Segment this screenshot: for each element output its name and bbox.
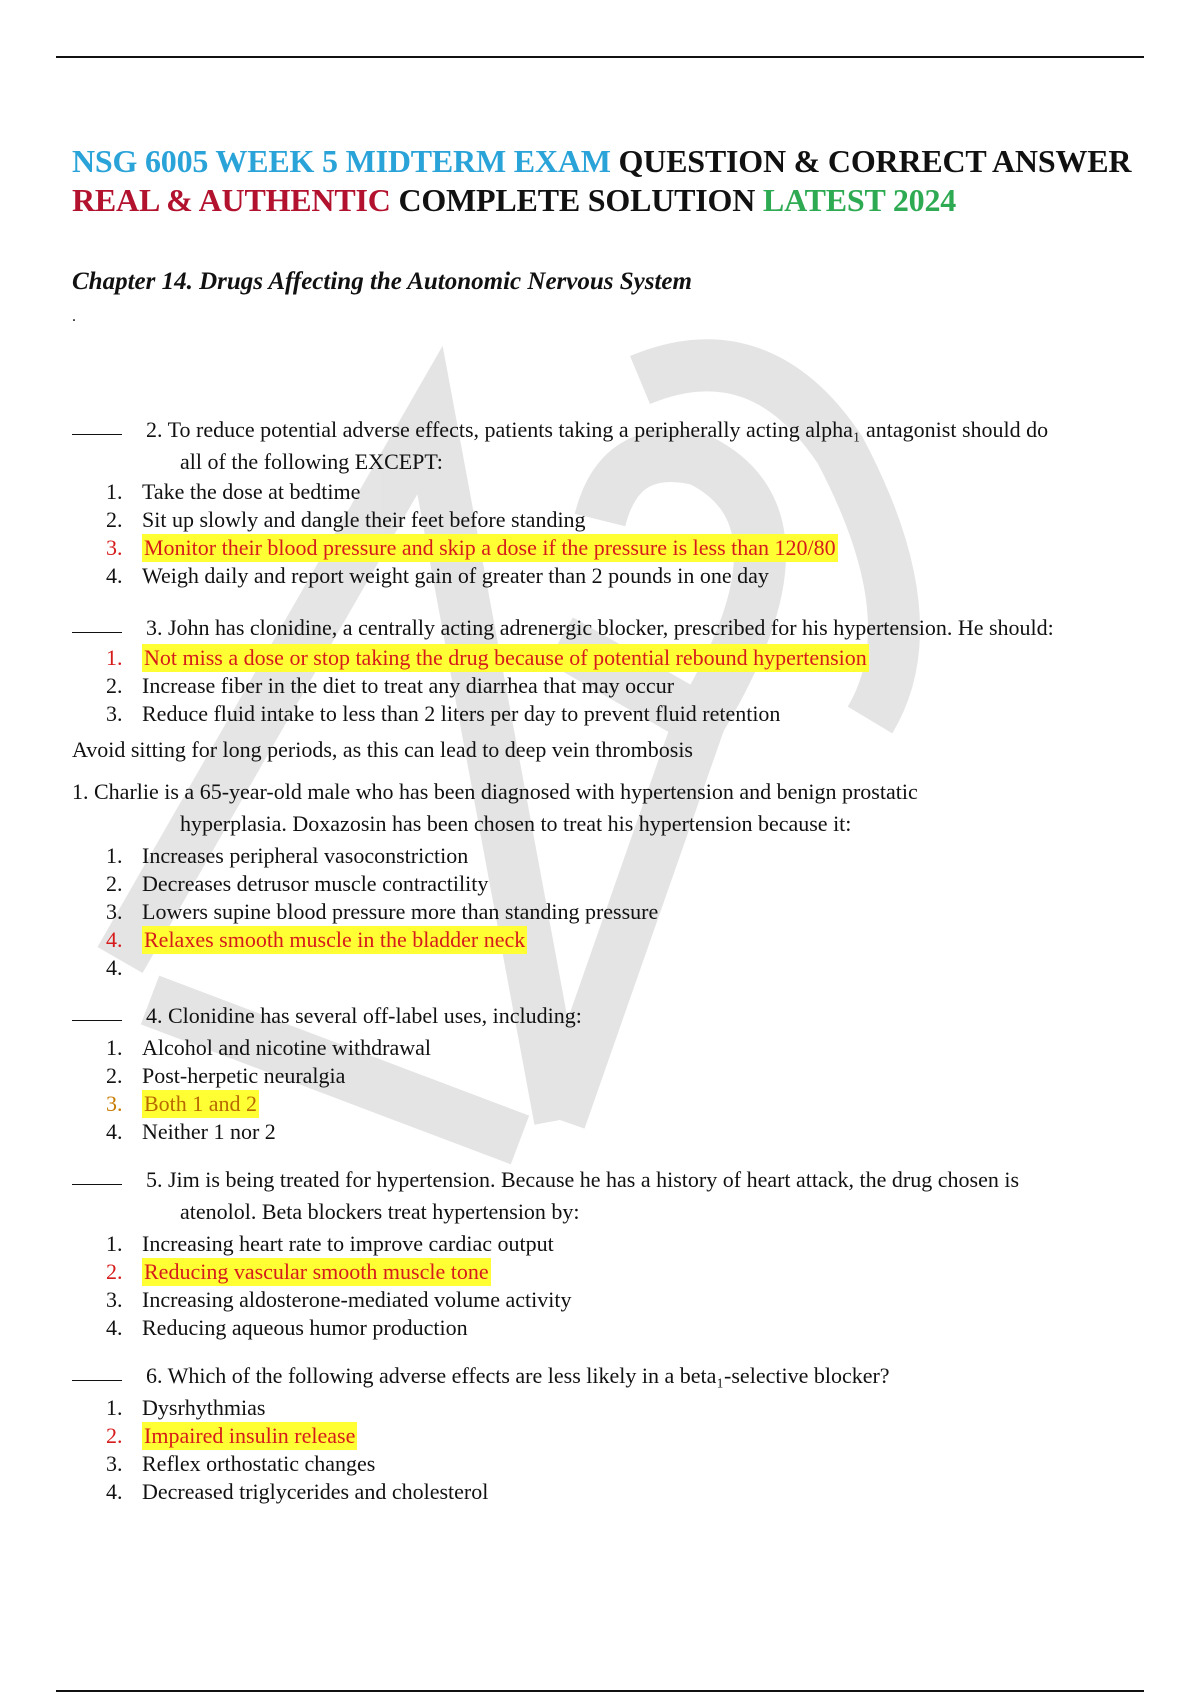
title-course: NSG 6005 WEEK 5 MIDTERM EXAM (72, 143, 611, 179)
question-stem: 3. John has clonidine, a centrally acting adrenergic blocker, prescribed for his hypertension. He should: (146, 615, 1054, 640)
title-solution: COMPLETE SOLUTION (390, 182, 763, 218)
answer-blank (72, 1020, 122, 1021)
answer-blank (72, 434, 122, 435)
answer-blank (72, 1380, 122, 1381)
chapter-heading: Chapter 14. Drugs Affecting the Autonomic Nervous System (72, 268, 692, 295)
title-qa: QUESTION & CORRECT ANSWER (610, 143, 1132, 179)
title-authentic: REAL & AUTHENTIC (72, 182, 391, 218)
note-line: Avoid sitting for long periods, as this can lead to deep vein thrombosis (72, 737, 693, 762)
title-latest: LATEST 2024 (762, 182, 957, 218)
question-stem: 6. Which of the following adverse effects are less likely in a beta₁-selective blocker? (146, 1363, 890, 1388)
stray-mark: . (72, 308, 76, 325)
question-stem: 4. Clonidine has several off-label uses, including: (146, 1003, 582, 1028)
question-stem: 2. To reduce potential adverse effects, patients taking a peripherally acting alpha₁ antagonist should do all of the following EXCEPT: (146, 417, 1049, 474)
answer-blank (72, 632, 122, 633)
question-1: 1. Charlie is a 65-year-old male who has been diagnosed with hypertension and benign prostatic hyperplasia. Doxazosin has been chosen to treat his hypertension because it: (72, 779, 918, 836)
page-title (72, 142, 1162, 220)
question-stem: 5. Jim is being treated for hypertension. Because he has a history of heart attack, the drug chosen is atenolol. Beta blockers treat hypertension by: (146, 1167, 1020, 1224)
answer-blank (72, 1184, 122, 1185)
